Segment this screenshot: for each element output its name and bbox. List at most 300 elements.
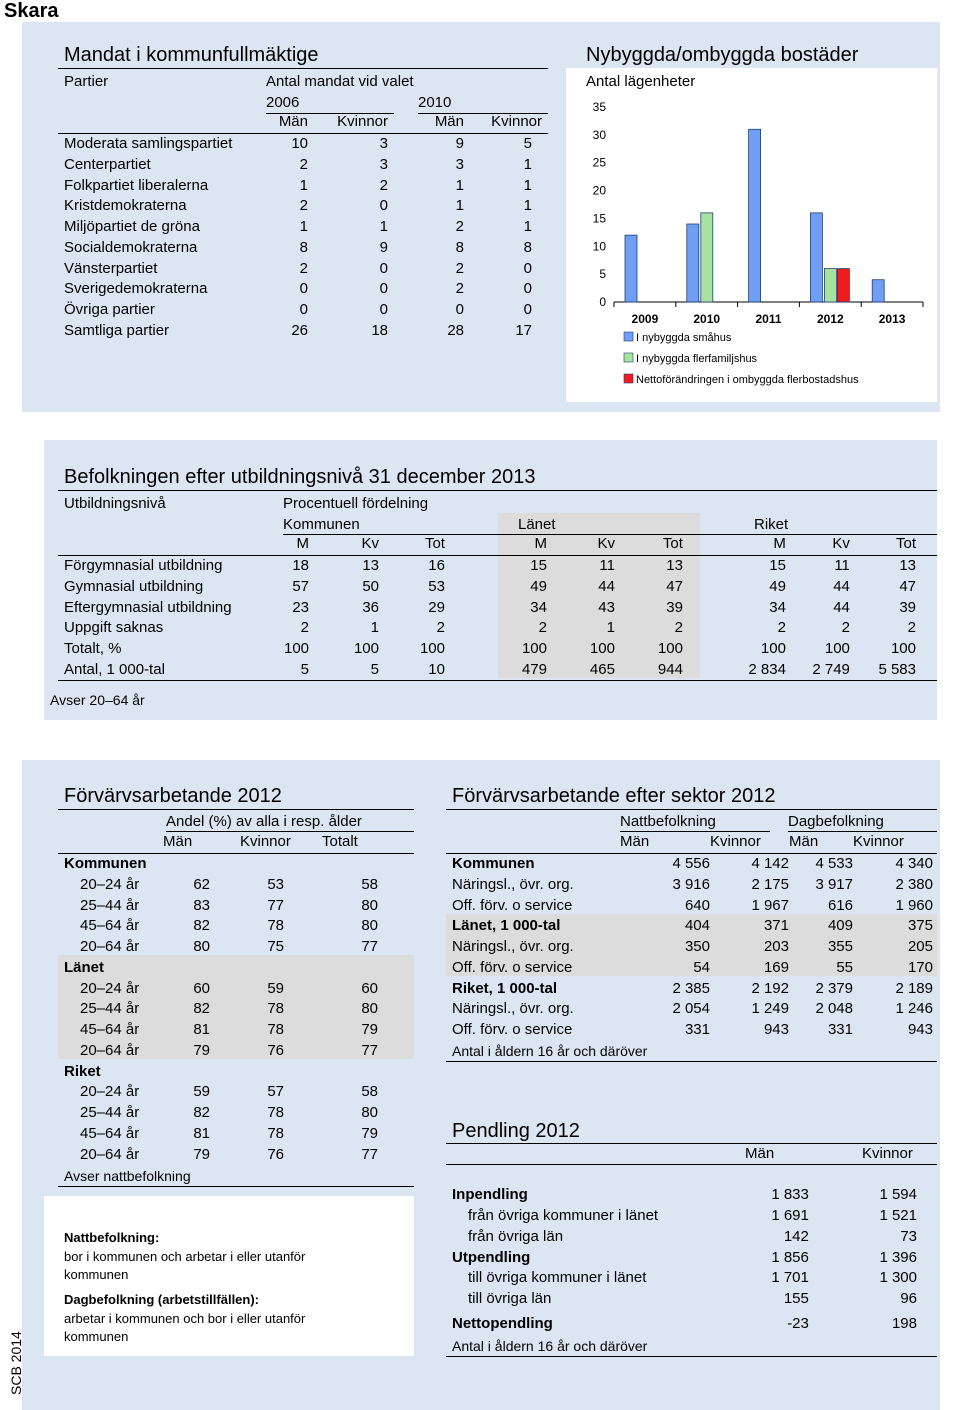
- cell: 943: [907, 1021, 933, 1039]
- employment-header: Andel (%) av alla i resp. ålder: [166, 813, 362, 830]
- cell: 2 385: [672, 979, 710, 997]
- employment-title-rule: [58, 809, 414, 810]
- party-name: Folkpartiet liberalerna: [64, 176, 209, 194]
- group-row: [58, 853, 414, 874]
- cell: 9: [455, 135, 464, 153]
- cell: 1 521: [879, 1207, 917, 1225]
- cell: 96: [900, 1290, 917, 1308]
- row-label: Off. förv. o service: [452, 896, 573, 914]
- cell: 78: [267, 917, 284, 935]
- cell: 16: [428, 557, 445, 575]
- table-row: [58, 597, 937, 618]
- table-row: [446, 1185, 937, 1206]
- cell: 0: [299, 280, 308, 298]
- sub-kvinnor: Kvinnor: [862, 1145, 913, 1162]
- mandat-title-rule: [58, 68, 548, 69]
- party-name: Sverigedemokraterna: [64, 280, 208, 298]
- chart-title: Nybyggda/ombyggda bostäder: [586, 44, 859, 66]
- mandat-sub: Kvinnor: [491, 113, 542, 131]
- education-title-rule: [58, 490, 937, 491]
- cell: 81: [193, 1124, 210, 1142]
- cell: 2 175: [751, 875, 789, 893]
- mandat-table: [58, 112, 548, 341]
- sub-m: M: [534, 535, 547, 553]
- cell: 78: [267, 1021, 284, 1039]
- cell: 1 691: [771, 1207, 809, 1225]
- group-lanet: Länet: [518, 516, 556, 533]
- table-row: [446, 1310, 937, 1338]
- cell: 331: [827, 1021, 853, 1039]
- row-label: Näringsl., övr. org.: [452, 875, 574, 893]
- cell: 371: [763, 917, 789, 935]
- cell: 2: [300, 619, 310, 637]
- y-tick-label: 0: [599, 295, 606, 309]
- party-name: Moderata samlingspartiet: [64, 135, 233, 153]
- education-note: Avser 20–64 år: [50, 692, 145, 708]
- table-row: [446, 1020, 937, 1041]
- party-name: Miljöpartiet de gröna: [64, 218, 200, 236]
- x-tick-label: 2011: [755, 312, 782, 326]
- cell: 0: [523, 259, 532, 277]
- cell: 3 916: [672, 875, 710, 893]
- cell: 54: [693, 958, 710, 976]
- cell: 1 960: [895, 896, 933, 914]
- table-row: [446, 1268, 937, 1289]
- cell: 1: [299, 218, 308, 236]
- nattbefolkning-text-2: kommunen: [64, 1267, 129, 1282]
- table-row: [58, 577, 937, 598]
- row-label: Utpendling: [452, 1248, 531, 1266]
- legend-swatch: [624, 353, 633, 362]
- cell: 1 249: [751, 1000, 789, 1018]
- sub-m: M: [773, 535, 786, 553]
- cell: 79: [193, 1041, 210, 1059]
- cell: 1 833: [771, 1186, 809, 1204]
- legend-label: I nybyggda flerfamiljshus: [636, 353, 758, 365]
- cell: 81: [193, 1021, 210, 1039]
- table-row: [58, 895, 414, 916]
- sub-kv: Kv: [832, 535, 850, 553]
- education-header: Procentuell fördelning: [283, 495, 429, 512]
- cell: 44: [833, 577, 850, 595]
- cell: 8: [455, 238, 464, 256]
- cell: 2: [299, 259, 308, 277]
- cell: 2: [538, 619, 547, 637]
- cell: 39: [899, 598, 916, 616]
- age-label: 25–44 år: [80, 1000, 140, 1018]
- cell: 1 396: [879, 1248, 917, 1266]
- cell: 29: [428, 598, 445, 616]
- bar: [701, 213, 713, 302]
- cell: 4 142: [751, 855, 789, 873]
- cell: 9: [379, 238, 388, 256]
- page-title: Skara: [4, 0, 59, 22]
- cell: 2: [841, 619, 850, 637]
- cell: 4 533: [815, 855, 853, 873]
- cell: 62: [193, 875, 210, 893]
- sub-man: Män: [789, 833, 819, 851]
- cell: 3: [455, 155, 464, 173]
- cell: 355: [827, 938, 853, 956]
- cell: 34: [769, 598, 786, 616]
- cell: 53: [428, 577, 445, 595]
- cell: 80: [361, 917, 378, 935]
- sector-table: [446, 832, 937, 1041]
- row-label: Nettopendling: [452, 1314, 553, 1332]
- cell: 1: [606, 619, 615, 637]
- mandat-header: Antal mandat vid valet: [266, 73, 414, 90]
- cell: 2 192: [751, 979, 789, 997]
- sub-tot: Tot: [424, 535, 445, 553]
- bar: [749, 129, 761, 302]
- table-row: [58, 999, 414, 1020]
- cell: 1: [379, 218, 388, 236]
- cell: 409: [827, 917, 853, 935]
- mandat-year-2006: 2006: [266, 94, 300, 111]
- cell: 57: [267, 1083, 284, 1101]
- age-label: 45–64 år: [80, 917, 140, 935]
- row-label: Antal, 1 000-tal: [64, 660, 165, 678]
- sub-kvinnor: Kvinnor: [853, 833, 904, 851]
- cell: 404: [684, 917, 710, 935]
- cell: 2: [299, 197, 308, 215]
- cell: 2: [436, 619, 445, 637]
- cell: 2 749: [812, 660, 850, 678]
- cell: -23: [787, 1314, 809, 1332]
- cell: 79: [361, 1124, 378, 1142]
- table-row: [446, 978, 937, 999]
- row-label: från övriga län: [468, 1227, 564, 1245]
- cell: 1 594: [879, 1186, 917, 1204]
- cell: 0: [379, 280, 388, 298]
- mandat-title: Mandat i kommunfullmäktige: [64, 44, 319, 66]
- bar: [837, 269, 849, 302]
- cell: 0: [299, 301, 308, 319]
- sub-tot: Tot: [895, 535, 916, 553]
- row-label: Totalt, %: [64, 640, 122, 658]
- table-row: [446, 958, 937, 979]
- cell: 2 054: [672, 1000, 710, 1018]
- chart-ylabel: Antal lägenheter: [586, 73, 696, 90]
- cell: 100: [589, 640, 615, 658]
- cell: 2: [907, 619, 916, 637]
- cell: 18: [292, 557, 310, 575]
- cell: 1: [523, 176, 532, 194]
- cell: 0: [379, 301, 388, 319]
- sub-kv: Kv: [361, 535, 379, 553]
- cell: 76: [267, 1041, 284, 1059]
- sector-title: Förvärvsarbetande efter sektor 2012: [452, 785, 776, 807]
- sector-bottom-rule: [446, 1061, 937, 1062]
- table-row: [446, 875, 937, 896]
- sub-kv: Kv: [597, 535, 615, 553]
- nattbefolkning-text: bor i kommunen och arbetar i eller utanför: [64, 1249, 306, 1264]
- sector-title-rule: [446, 809, 937, 810]
- cell: 79: [361, 1021, 378, 1039]
- cell: 100: [419, 640, 445, 658]
- cell: 80: [361, 1000, 378, 1018]
- table-row: [446, 1247, 937, 1268]
- row-label: Uppgift saknas: [64, 619, 164, 637]
- cell: 34: [530, 598, 547, 616]
- cell: 4 556: [672, 855, 710, 873]
- cell: 60: [193, 979, 210, 997]
- cell: 100: [353, 640, 379, 658]
- cell: 82: [193, 917, 210, 935]
- table-row: [446, 1206, 937, 1227]
- bar: [872, 280, 884, 302]
- cell: 75: [267, 938, 284, 956]
- cell: 79: [193, 1145, 210, 1163]
- y-tick-label: 25: [592, 155, 606, 170]
- cell: 50: [362, 577, 379, 595]
- cell: 1: [455, 197, 464, 215]
- bar: [625, 235, 637, 302]
- age-label: 20–64 år: [80, 1145, 140, 1163]
- cell: 58: [361, 1083, 378, 1101]
- group-label: Länet: [64, 958, 105, 976]
- cell: 80: [361, 1104, 378, 1122]
- row-label: Eftergymnasial utbildning: [64, 598, 232, 616]
- cell: 203: [763, 938, 789, 956]
- cell: 11: [834, 557, 850, 575]
- party-name: Socialdemokraterna: [64, 238, 198, 256]
- cell: 2: [455, 280, 464, 298]
- cell: 5: [300, 660, 310, 678]
- y-tick-label: 5: [599, 267, 606, 282]
- cell: 1 701: [771, 1269, 809, 1287]
- x-tick-label: 2009: [631, 312, 659, 326]
- cell: 44: [833, 598, 850, 616]
- group-riket: Riket: [754, 516, 789, 533]
- cell: 80: [193, 938, 210, 956]
- y-tick-label: 10: [592, 239, 606, 254]
- table-row: [58, 321, 548, 342]
- sector-note: Antal i åldern 16 år och däröver: [452, 1043, 648, 1059]
- cell: 2: [299, 155, 308, 173]
- table-row: [446, 853, 937, 874]
- mandat-sub: Män: [434, 113, 464, 131]
- employment-title: Förvärvsarbetande 2012: [64, 785, 282, 807]
- cell: 49: [769, 577, 786, 595]
- table-row: [58, 217, 548, 238]
- row-label: från övriga kommuner i länet: [468, 1207, 659, 1225]
- y-tick-label: 30: [592, 127, 606, 142]
- group-label: Kommunen: [64, 855, 147, 873]
- table-row: [446, 999, 937, 1020]
- x-tick-label: 2010: [693, 312, 721, 326]
- cell: 39: [666, 598, 683, 616]
- commuting-note: Antal i åldern 16 år och däröver: [452, 1338, 648, 1354]
- cell: 73: [900, 1227, 917, 1245]
- cell: 82: [193, 1000, 210, 1018]
- table-row: [58, 660, 937, 681]
- footer-label: SCB 2014: [8, 1331, 24, 1395]
- cell: 5 583: [878, 660, 916, 678]
- cell: 53: [267, 875, 284, 893]
- row-label: Förgymnasial utbildning: [64, 557, 223, 575]
- cell: 479: [521, 660, 547, 678]
- commuting-title-rule: [446, 1143, 937, 1144]
- mandat-sub: Kvinnor: [337, 113, 388, 131]
- table-row: [58, 618, 937, 639]
- row-label: Näringsl., övr. org.: [452, 1000, 574, 1018]
- cell: 13: [666, 557, 683, 575]
- table-row: [446, 916, 937, 937]
- cell: 13: [362, 557, 379, 575]
- cell: 170: [907, 958, 933, 976]
- cell: 944: [657, 660, 683, 678]
- table-row: [58, 258, 548, 279]
- cell: 83: [193, 896, 210, 914]
- cell: 205: [907, 938, 933, 956]
- cell: 1: [299, 176, 308, 194]
- bar: [824, 269, 836, 302]
- party-name: Övriga partier: [64, 301, 155, 319]
- cell: 78: [267, 1104, 284, 1122]
- x-tick-label: 2013: [878, 312, 906, 326]
- commuting-bottom-rule: [446, 1356, 937, 1357]
- group-label: Riket: [64, 1062, 101, 1080]
- row-label: Gymnasial utbildning: [64, 577, 204, 595]
- cell: 17: [515, 321, 532, 339]
- cell: 100: [890, 640, 916, 658]
- cell: 3: [379, 155, 388, 173]
- table-row: [446, 1227, 937, 1248]
- nattbefolkning-title: Nattbefolkning:: [64, 1230, 160, 1245]
- cell: 1 300: [879, 1269, 917, 1287]
- row-label: Off. förv. o service: [452, 958, 573, 976]
- cell: 465: [589, 660, 615, 678]
- cell: 100: [760, 640, 786, 658]
- cell: 44: [598, 577, 615, 595]
- cell: 59: [267, 979, 284, 997]
- education-title: Befolkningen efter utbildningsnivå 31 december 2013: [64, 466, 536, 488]
- cell: 78: [267, 1000, 284, 1018]
- cell: 616: [827, 896, 853, 914]
- legend-label: I nybyggda småhus: [636, 332, 732, 344]
- cell: 640: [684, 896, 710, 914]
- mandat-col-label: Partier: [64, 73, 109, 90]
- cell: 36: [362, 598, 379, 616]
- education-table: [58, 534, 937, 681]
- cell: 2: [777, 619, 786, 637]
- cell: 0: [455, 301, 464, 319]
- table-row: [58, 175, 548, 196]
- sub-tot: Tot: [662, 535, 683, 553]
- cell: 2: [455, 259, 464, 277]
- row-label: Riket, 1 000-tal: [452, 979, 558, 997]
- cell: 2: [455, 218, 464, 236]
- table-row: [58, 1082, 414, 1103]
- cell: 0: [379, 259, 388, 277]
- cell: 2 189: [895, 979, 933, 997]
- cell: 100: [283, 640, 310, 658]
- group-row: [58, 958, 414, 979]
- mandat-year-2010: 2010: [418, 94, 452, 111]
- table-row: [58, 133, 548, 154]
- table-row: [58, 978, 414, 999]
- cell: 8: [299, 238, 308, 256]
- cell: 2 380: [895, 875, 933, 893]
- table-row: [446, 895, 937, 916]
- table-row: [58, 555, 937, 576]
- cell: 23: [292, 598, 310, 616]
- education-col-label: Utbildningsnivå: [64, 495, 166, 512]
- cell: 198: [891, 1314, 917, 1332]
- sub-man: Män: [163, 833, 193, 851]
- party-name: Kristdemokraterna: [64, 197, 187, 215]
- y-tick-label: 15: [592, 211, 606, 226]
- cell: 375: [907, 917, 933, 935]
- age-label: 20–24 år: [80, 875, 140, 893]
- table-row: [58, 196, 548, 217]
- cell: 350: [684, 938, 710, 956]
- cell: 10: [291, 135, 308, 153]
- cell: 80: [361, 896, 378, 914]
- cell: 3: [379, 135, 388, 153]
- age-label: 20–64 år: [80, 1041, 140, 1059]
- commuting-header-rule: [446, 1164, 937, 1165]
- cell: 60: [361, 979, 378, 997]
- employment-bottom-rule: [58, 1186, 414, 1187]
- cell: 4 340: [895, 855, 933, 873]
- bar: [687, 224, 699, 302]
- cell: 77: [361, 938, 378, 956]
- cell: 77: [267, 896, 284, 914]
- cell: 43: [598, 598, 615, 616]
- dagbefolkning-title: Dagbefolkning (arbetstillfällen):: [64, 1292, 260, 1307]
- sub-man: Män: [745, 1145, 775, 1162]
- cell: 0: [523, 280, 532, 298]
- cell: 10: [428, 660, 445, 678]
- cell: 77: [361, 1041, 378, 1059]
- cell: 142: [783, 1227, 809, 1245]
- age-label: 45–64 år: [80, 1021, 140, 1039]
- commuting-title: Pendling 2012: [452, 1120, 580, 1142]
- cell: 49: [530, 577, 547, 595]
- cell: 1 856: [771, 1248, 809, 1266]
- row-label: till övriga kommuner i länet: [468, 1269, 647, 1287]
- table-row: [58, 1103, 414, 1124]
- table-row: [58, 875, 414, 896]
- dagbefolkning-text-2: kommunen: [64, 1329, 129, 1344]
- cell: 1: [523, 155, 532, 173]
- cell: 76: [267, 1145, 284, 1163]
- table-row: [58, 639, 937, 660]
- cell: 169: [763, 958, 789, 976]
- cell: 100: [521, 640, 547, 658]
- cell: 13: [899, 557, 916, 575]
- cell: 1: [523, 197, 532, 215]
- table-row: [58, 1124, 414, 1145]
- cell: 8: [523, 238, 532, 256]
- cell: 5: [523, 135, 532, 153]
- age-label: 20–24 år: [80, 1083, 140, 1101]
- cell: 2 048: [815, 1000, 853, 1018]
- bar: [810, 213, 822, 302]
- sub-kvinnor: Kvinnor: [710, 833, 761, 851]
- table-row: [58, 238, 548, 259]
- table-row: [58, 155, 548, 176]
- cell: 59: [193, 1083, 210, 1101]
- cell: 2: [674, 619, 683, 637]
- cell: 15: [769, 557, 786, 575]
- table-row: [58, 916, 414, 937]
- cell: 1: [370, 619, 379, 637]
- cell: 47: [666, 577, 683, 595]
- sub-kvinnor: Kvinnor: [240, 833, 291, 851]
